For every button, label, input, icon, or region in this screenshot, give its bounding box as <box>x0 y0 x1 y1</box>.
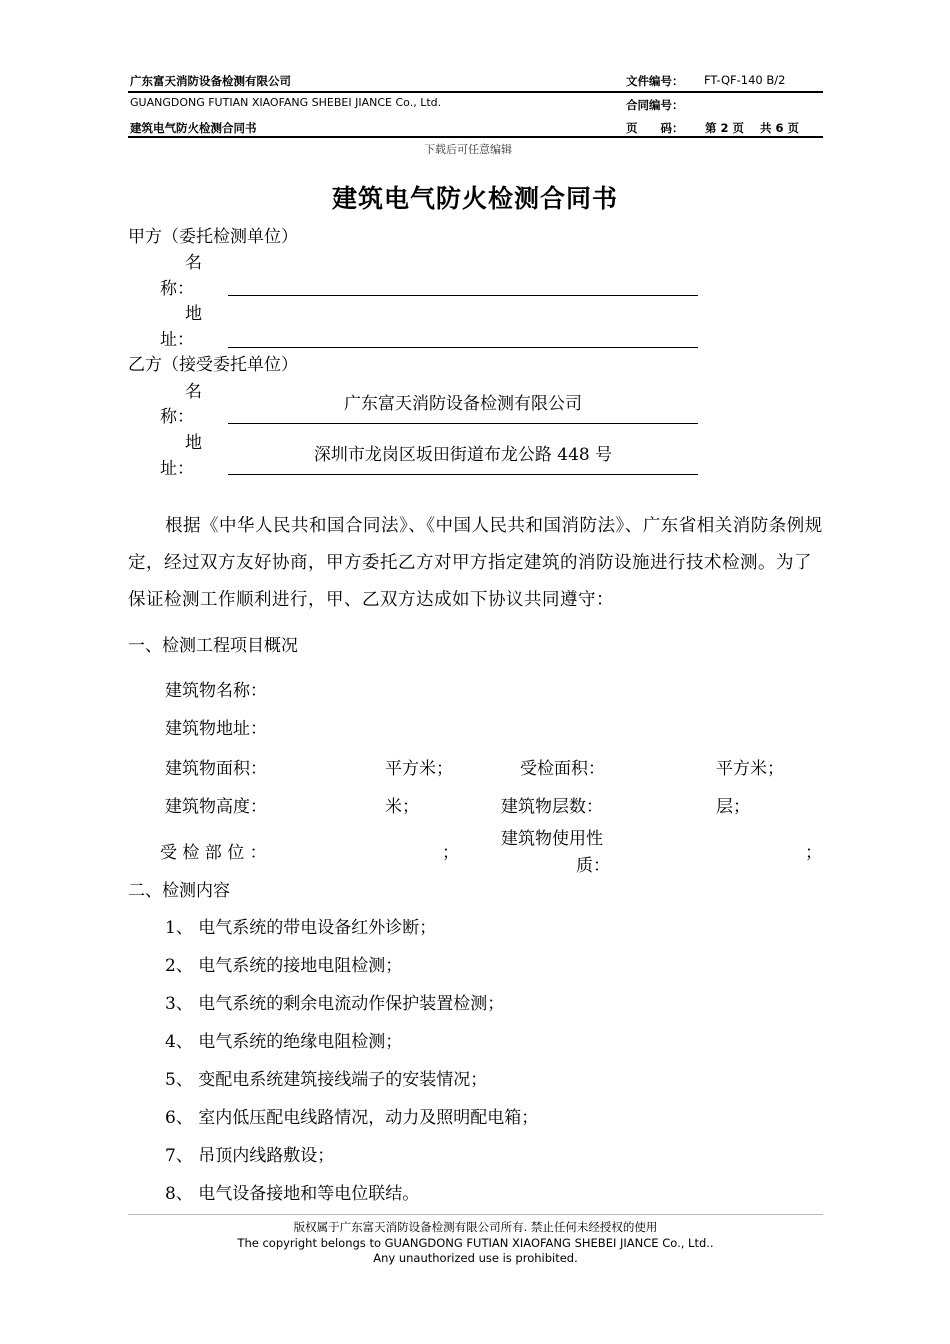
edit-note: 下载后可任意编辑 <box>424 143 512 156</box>
building-usage-end: ； <box>805 843 822 863</box>
page-label: 页 码： <box>626 121 684 135</box>
party-b-heading: 乙方（接受委托单位） <box>128 355 298 375</box>
party-a-addr-label-1: 地 <box>185 304 202 324</box>
header-company-cn: 广东富天消防设备检测有限公司 <box>130 74 291 88</box>
header-rule-bottom <box>128 136 823 138</box>
party-b-name-underline <box>228 423 698 424</box>
party-b-name-value[interactable]: 广东富天消防设备检测有限公司 <box>344 394 582 414</box>
header-doc-title: 建筑电气防火检测合同书 <box>130 121 257 135</box>
building-floors-label: 建筑物层数： <box>501 797 603 817</box>
content-item: 3、 电气系统的剩余电流动作保护装置检测； <box>165 994 505 1014</box>
building-floors-unit: 层； <box>716 797 750 817</box>
content-item: 1、 电气系统的带电设备红外诊断； <box>165 918 437 938</box>
content-item: 5、 变配电系统建筑接线端子的安装情况； <box>165 1070 488 1090</box>
inspected-part-end: ； <box>442 843 459 863</box>
building-height-label: 建筑物高度： <box>165 797 267 817</box>
footer-unauthorized: Any unauthorized use is prohibited. <box>373 1251 578 1265</box>
header-rule-top <box>128 91 823 93</box>
contract-number-label: 合同编号： <box>626 98 684 112</box>
page-number: 第 2 页 <box>705 121 745 135</box>
party-b-addr-value[interactable]: 深圳市龙岗区坂田街道布龙公路 448 号 <box>313 445 613 465</box>
inspected-part-label: 受 检 部 位 ： <box>160 843 267 863</box>
section2-heading: 二、检测内容 <box>128 881 230 901</box>
party-b-addr-label-1: 地 <box>185 433 202 453</box>
file-number-label: 文件编号： <box>626 74 684 88</box>
party-a-name-underline <box>228 295 698 296</box>
building-area-unit: 平方米； <box>385 759 453 779</box>
building-usage-label-2: 质： <box>576 856 610 876</box>
footer-copyright-en: The copyright belongs to GUANGDONG FUTIAN XIAOFANG SHEBEI JIANCE Co., Ltd.. <box>237 1236 714 1250</box>
content-item: 6、 室内低压配电线路情况，动力及照明配电箱； <box>165 1108 539 1128</box>
content-item: 8、 电气设备接地和等电位联结。 <box>165 1184 420 1204</box>
page-total: 共 6 页 <box>760 121 800 135</box>
page-title: 建筑电气防火检测合同书 <box>331 184 618 213</box>
building-address-label: 建筑物地址： <box>165 719 267 739</box>
inspected-area-label: 受检面积： <box>520 759 605 779</box>
party-a-heading: 甲方（委托检测单位） <box>128 227 298 247</box>
party-a-name-label-1: 名 <box>185 253 202 273</box>
party-b-addr-underline <box>228 474 698 475</box>
inspected-area-unit: 平方米； <box>716 759 784 779</box>
file-number-value: FT-QF-140 B/2 <box>704 73 786 87</box>
building-usage-label-1: 建筑物使用性 <box>501 829 603 849</box>
party-b-name-label-2: 称： <box>160 407 194 427</box>
party-a-addr-label-2: 址： <box>160 330 194 350</box>
party-b-addr-label-2: 址： <box>160 459 194 479</box>
header-company-en: GUANGDONG FUTIAN XIAOFANG SHEBEI JIANCE Co., Ltd. <box>130 96 442 109</box>
building-area-label: 建筑物面积： <box>165 759 267 779</box>
footer-copyright-cn: 版权属于广东富天消防设备检测有限公司所有. 禁止任何未经授权的使用 <box>293 1220 658 1234</box>
intro-paragraph: 根据《中华人民共和国合同法》、《中国人民共和国消防法》、广东省相关消防条例规定，经过双方友好协商，甲方委托乙方对甲方指定建筑的消防设施进行技术检测。为了保证检测工作顺利进行，甲、乙双方达成如下协议共同遵守： <box>128 516 823 610</box>
building-height-unit: 米； <box>385 797 419 817</box>
party-a-addr-underline <box>228 347 698 348</box>
party-a-name-label-2: 称： <box>160 279 194 299</box>
section1-heading: 一、检测工程项目概况 <box>128 636 298 656</box>
footer-rule <box>128 1214 823 1215</box>
content-item: 2、 电气系统的接地电阻检测； <box>165 956 403 976</box>
content-item: 7、 吊顶内线路敷设； <box>165 1146 335 1166</box>
content-item: 4、 电气系统的绝缘电阻检测； <box>165 1032 403 1052</box>
building-name-label: 建筑物名称： <box>165 681 267 701</box>
party-b-name-label-1: 名 <box>185 382 202 402</box>
